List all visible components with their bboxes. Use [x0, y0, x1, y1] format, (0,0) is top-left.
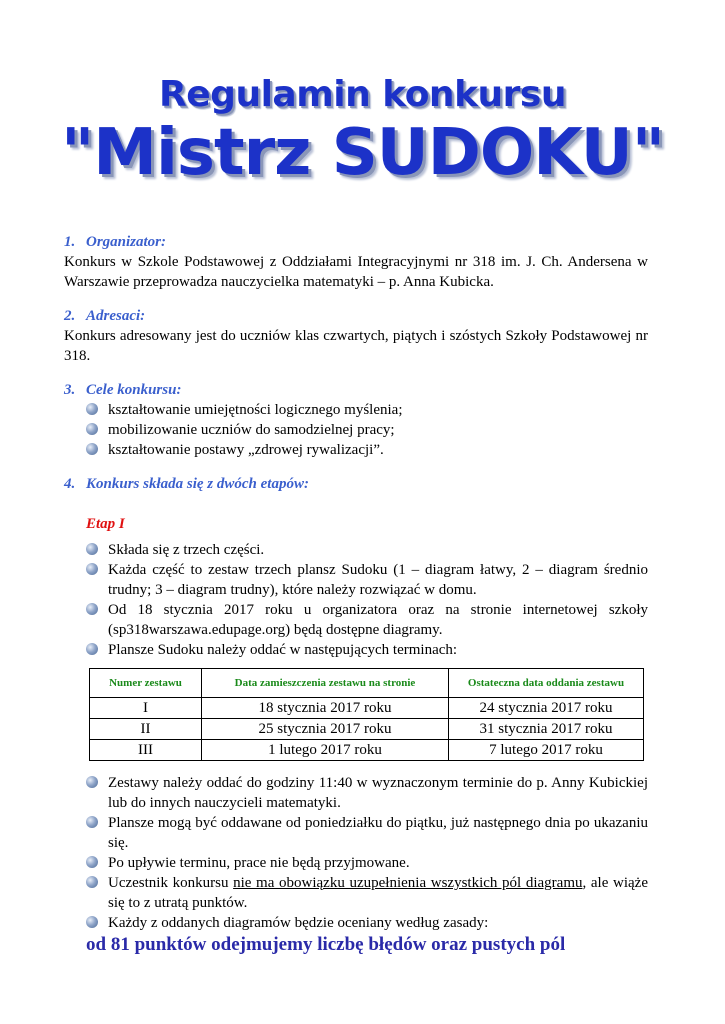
- table-cell: 18 stycznia 2017 roku: [202, 698, 449, 719]
- table-cell: I: [90, 698, 202, 719]
- section-2-heading: [64, 306, 648, 326]
- list-item: Każda część to zestaw trzech plansz Sudoku (1 – diagram łatwy, 2 – diagram średnio trudny; 3 – diagram trudny), które należy rozwiązać w domu.: [86, 560, 648, 600]
- table-cell: 24 stycznia 2017 roku: [449, 698, 644, 719]
- goals-list: [64, 400, 648, 460]
- list-item: Plansze mogą być oddawane od poniedziałku do piątku, już następnego dnia po ukazaniu się.: [86, 813, 648, 853]
- bullet-icon: [86, 876, 98, 888]
- section-1-heading: [64, 232, 648, 252]
- section-2-text: Konkurs adresowany jest do uczniów klas czwartych, piątych i szóstych Szkoły Podstawowej nr 318.: [64, 328, 648, 364]
- list-item: Składa się z trzech części.: [86, 540, 648, 560]
- bullet-icon: [86, 916, 98, 928]
- bullet-icon: [86, 423, 98, 435]
- list-item: kształtowanie umiejętności logicznego myślenia;: [86, 400, 648, 420]
- table-row: [90, 740, 644, 761]
- bullet-icon: [86, 443, 98, 455]
- etap-list-before: [64, 540, 648, 660]
- bullet-icon: [86, 856, 98, 868]
- section-title: Cele konkursu:: [86, 382, 182, 398]
- table-cell: 25 stycznia 2017 roku: [202, 719, 449, 740]
- table-header-row: [90, 669, 644, 698]
- table-cell: II: [90, 719, 202, 740]
- section-3-heading: [64, 380, 648, 400]
- underlined-text: nie ma obowiązku uzupełnienia wszystkich pól diagramu: [233, 875, 583, 891]
- list-item: Uczestnik konkursu nie ma obowiązku uzupełnienia wszystkich pól diagramu, ale wiąże się to z utratą punktów.: [86, 873, 648, 913]
- section-title: Adresaci:: [86, 308, 146, 324]
- table-cell: III: [90, 740, 202, 761]
- table-cell: 1 lutego 2017 roku: [202, 740, 449, 761]
- bullet-icon: [86, 816, 98, 828]
- bullet-icon: [86, 776, 98, 788]
- list-item: Zestawy należy oddać do godziny 11:40 w wyznaczonym terminie do p. Anny Kubickiej lub do innych nauczycieli matematyki.: [86, 773, 648, 813]
- table-row: [90, 719, 644, 740]
- etap-list-after: [64, 773, 648, 933]
- column-header: Numer zestawu: [90, 669, 202, 698]
- list-item: Plansze Sudoku należy oddać w następujących terminach:: [86, 640, 648, 660]
- list-item: Od 18 stycznia 2017 roku u organizatora oraz na stronie internetowej szkoły (sp318warszawa.edupage.org) będą dostępne diagramy.: [86, 600, 648, 640]
- section-number: 3.: [64, 382, 76, 398]
- list-item: Po upływie terminu, prace nie będą przyjmowane.: [86, 853, 648, 873]
- bullet-icon: [86, 563, 98, 575]
- bullet-icon: [86, 543, 98, 555]
- list-item: Każdy z oddanych diagramów będzie oceniany według zasady:: [86, 913, 648, 933]
- column-header: Ostateczna data oddania zestawu: [449, 669, 644, 698]
- section-title: Organizator:: [86, 234, 167, 250]
- bullet-icon: [86, 403, 98, 415]
- section-number: 4.: [64, 476, 76, 492]
- section-number: 2.: [64, 308, 76, 324]
- column-header: Data zamieszczenia zestawu na stronie: [202, 669, 449, 698]
- table-cell: 7 lutego 2017 roku: [449, 740, 644, 761]
- title-line-2: "Mistrz SUDOKU": [60, 116, 665, 190]
- section-4-heading: [64, 474, 648, 494]
- list-item: kształtowanie postawy „zdrowej rywalizacji”.: [86, 440, 648, 460]
- document-body: [64, 232, 648, 955]
- table-row: [90, 698, 644, 719]
- etap-heading: Etap I: [86, 516, 125, 532]
- section-1-text: Konkurs w Szkole Podstawowej z Oddziałami Integracyjnymi nr 318 im. J. Ch. Andersena w Warszawie przeprowadza nauczycielka matematyki – p. Anna Kubicka.: [64, 254, 648, 290]
- section-number: 1.: [64, 234, 76, 250]
- bullet-icon: [86, 603, 98, 615]
- bullet-icon: [86, 643, 98, 655]
- scoring-rule: od 81 punktów odejmujemy liczbę błędów oraz pustych pól: [86, 934, 566, 955]
- schedule-table: [89, 668, 644, 761]
- list-item: mobilizowanie uczniów do samodzielnej pracy;: [86, 420, 648, 440]
- title-line-1: Regulamin konkursu: [159, 74, 566, 115]
- table-cell: 31 stycznia 2017 roku: [449, 719, 644, 740]
- section-title: Konkurs składa się z dwóch etapów:: [86, 476, 309, 492]
